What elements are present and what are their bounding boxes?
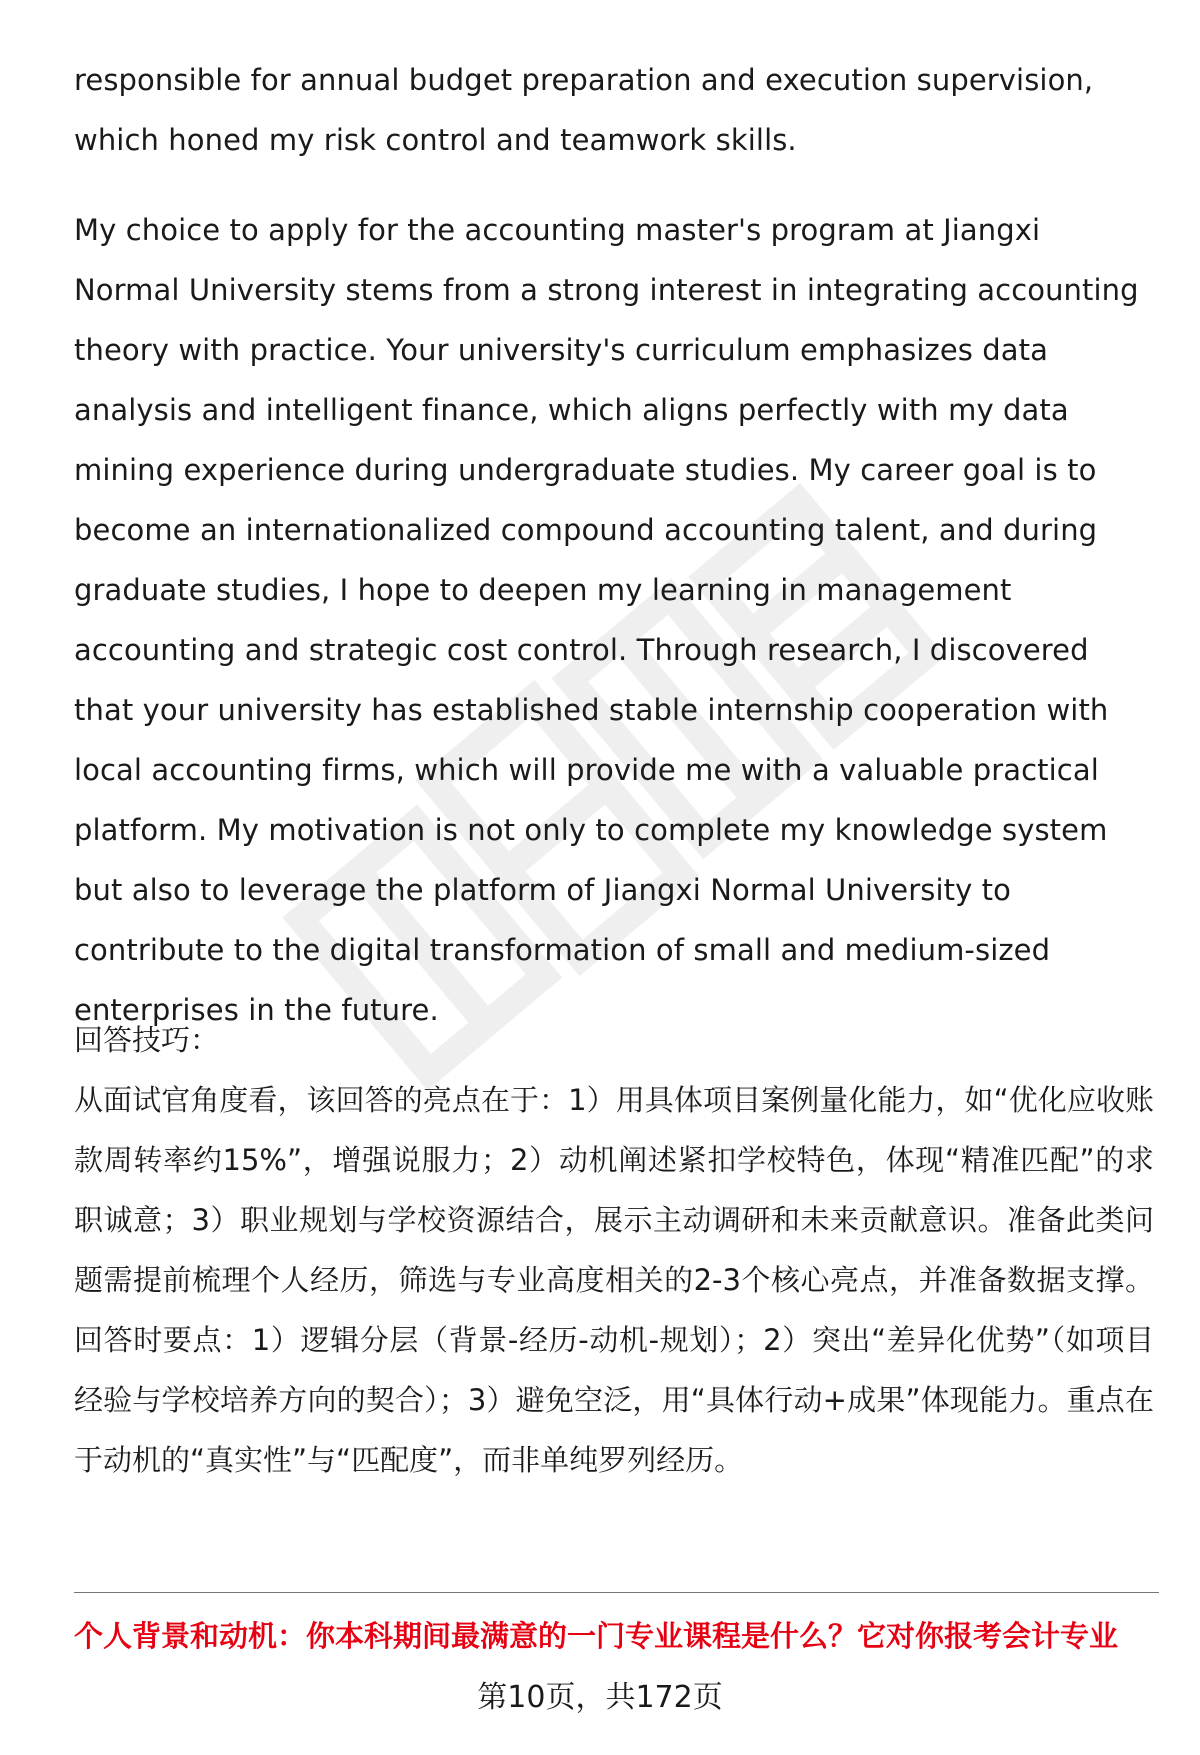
paragraph-continuation: responsible for annual budget preparation and execution supervision, which honed my risk control and teamwork skills.: [74, 63, 1094, 157]
tips-heading: 回答技巧：: [74, 1023, 220, 1057]
section-divider: [74, 1592, 1159, 1593]
next-question-heading: 个人背景和动机：你本科期间最满意的一门专业课程是什么？它对你报考会计专业: [74, 1619, 1119, 1653]
answer-tips-section: [74, 1010, 1154, 1490]
tips-body: 从面试官角度看，该回答的亮点在于：1）用具体项目案例量化能力，如“优化应收账款周转率约15%”，增强说服力；2）动机阐述紧扣学校特色，体现“精准匹配”的求职诚意；3）职业规划与学校资源结合，展示主动调研和未来贡献意识。准备此类问题需提前梳理个人经历，筛选与专业高度相关的2-3个核心亮点，并准备数据支撑。回答时要点：1）逻辑分层（背景-经历-动机-规划）；2）突出“差异化优势”（如项目经验与学校培养方向的契合）；3）避免空泛，用“具体行动+成果”体现能力。重点在于动机的“真实性”与“匹配度”，而非单纯罗列经历。: [74, 1083, 1154, 1477]
paragraph-motivation: My choice to apply for the accounting master's program at Jiangxi Normal University stems from a strong interest in integrating accounting theory with practice. Your university's curriculum emphasizes data analysis and intelligent finance, which aligns perfectly with my data mining experience during undergraduate studies. My career goal is to become an internationalized compound accounting talent, and during graduate studies, I hope to deepen my learning in management accounting and strategic cost control. Through research, I discovered that your university has established stable internship cooperation with local accounting firms, which will provide me with a valuable practical platform. My motivation is not only to complete my knowledge system but also to leverage the platform of Jiangxi Normal University to contribute to the digital transformation of small and medium-sized enterprises in the future.: [74, 213, 1139, 1027]
page-number: 第10页，共172页: [477, 1680, 723, 1715]
